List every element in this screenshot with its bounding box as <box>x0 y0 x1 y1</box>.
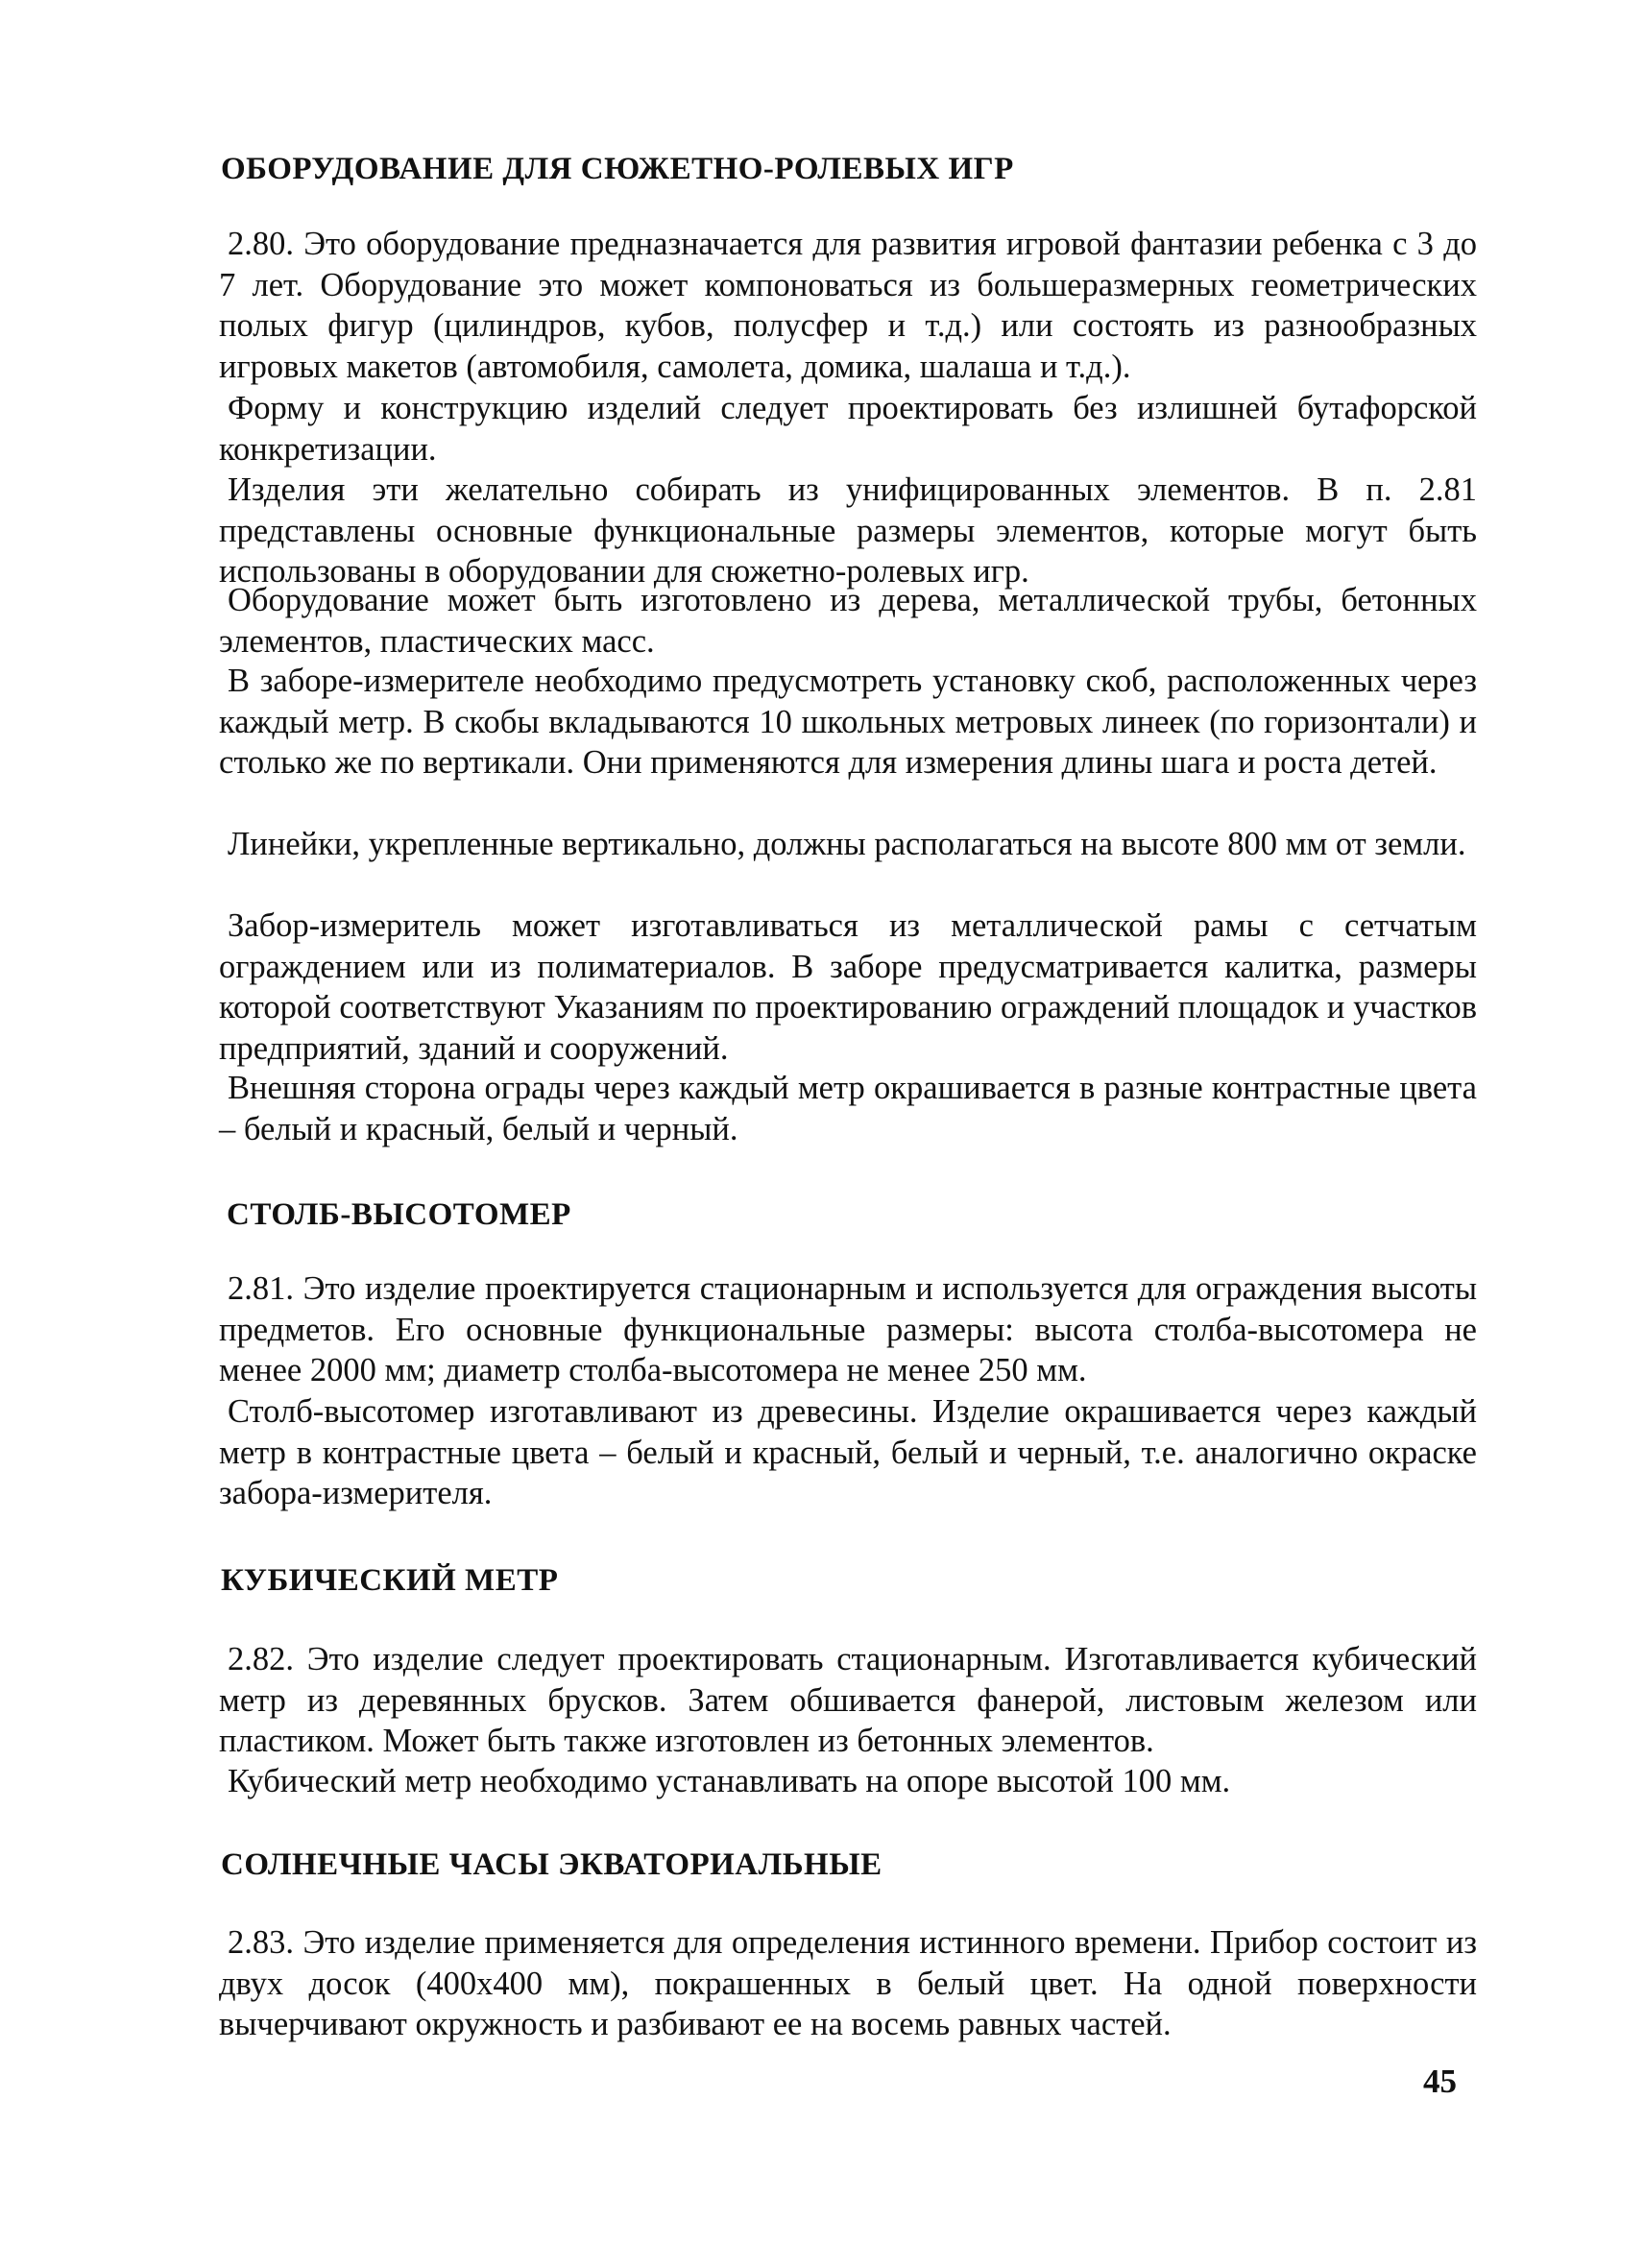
section-heading: СТОЛБ-ВЫСОТОМЕР <box>227 1197 571 1232</box>
paragraph: Кубический метр необходимо устанавливать на опоре высотой 100 мм. <box>228 1763 1231 1799</box>
paragraph: Забор-измеритель может изготавливаться из металлической рамы с сетчатым ограждением или из полиматериалов. В заборе предусматривается калитка, размеры которой соответствуют Указаниям по проектированию ограждений площадок и участков предприятий, зданий и сооружений. <box>219 907 1477 1067</box>
paragraph: Линейки, укрепленные вертикально, должны располагаться на высоте 800 мм от земли. <box>228 826 1466 862</box>
section-heading: КУБИЧЕСКИЙ МЕТР <box>221 1563 559 1598</box>
paragraph: 2.80. Это оборудование предназначается для развития игровой фантазии ребенка с 3 до 7 лет. Оборудование это может компоноваться из большеразмерных геометрических полых фигур (цилиндров, кубов, полусфер и т.д.) или состоять из разнообразных игровых макетов (автомобиля, самолета, домика, шалаша и т.д.). <box>219 226 1477 385</box>
paragraph: 2.81. Это изделие проектируется стационарным и используется для ограждения высоты предметов. Его основные функциональные размеры: высота столба-высотомера не менее 2000 мм; диаметр столба-высотомера не менее 250 мм. <box>219 1270 1477 1389</box>
paragraph: В заборе-измерителе необходимо предусмотреть установку скоб, расположенных через каждый метр. В скобы вкладываются 10 школьных метровых линеек (по горизонтали) и столько же по вертикали. Они применяются для измерения длины шага и роста детей. <box>219 663 1477 782</box>
page-number: 45 <box>1423 2063 1457 2100</box>
paragraph: Столб-высотомер изготавливают из древесины. Изделие окрашивается через каждый метр в контрастные цвета – белый и красный, белый и черный, т.е. аналогично окраске забора-измерителя. <box>219 1393 1477 1512</box>
paragraph: Внешняя сторона ограды через каждый метр окрашивается в разные контрастные цвета – белый и красный, белый и черный. <box>219 1070 1477 1147</box>
section-heading: СОЛНЕЧНЫЕ ЧАСЫ ЭКВАТОРИАЛЬНЫЕ <box>221 1847 882 1882</box>
paragraph: Изделия эти желательно собирать из унифицированных элементов. В п. 2.81 представлены основные функциональные размеры элементов, которые могут быть использованы в оборудовании для сюжетно-ролевых игр. <box>219 471 1477 591</box>
paragraph: 2.83. Это изделие применяется для определения истинного времени. Прибор состоит из двух досок (400x400 мм), покрашенных в белый цвет. На одной поверхности вычерчивают окружность и разбивают ее на восемь равных частей. <box>219 1924 1477 2043</box>
paragraph: Форму и конструкцию изделий следует проектировать без излишней бутафорской конкретизации. <box>219 390 1477 468</box>
paragraph: Оборудование может быть изготовлено из дерева, металлической трубы, бетонных элементов, пластических масс. <box>219 582 1477 660</box>
paragraph: 2.82. Это изделие следует проектировать стационарным. Изготавливается кубический метр из деревянных брусков. Затем обшивается фанерой, листовым железом или пластиком. Может быть также изготовлен из бетонных элементов. <box>219 1641 1477 1760</box>
section-heading: ОБОРУДОВАНИЕ ДЛЯ СЮЖЕТНО-РОЛЕВЫХ ИГР <box>221 152 1014 186</box>
